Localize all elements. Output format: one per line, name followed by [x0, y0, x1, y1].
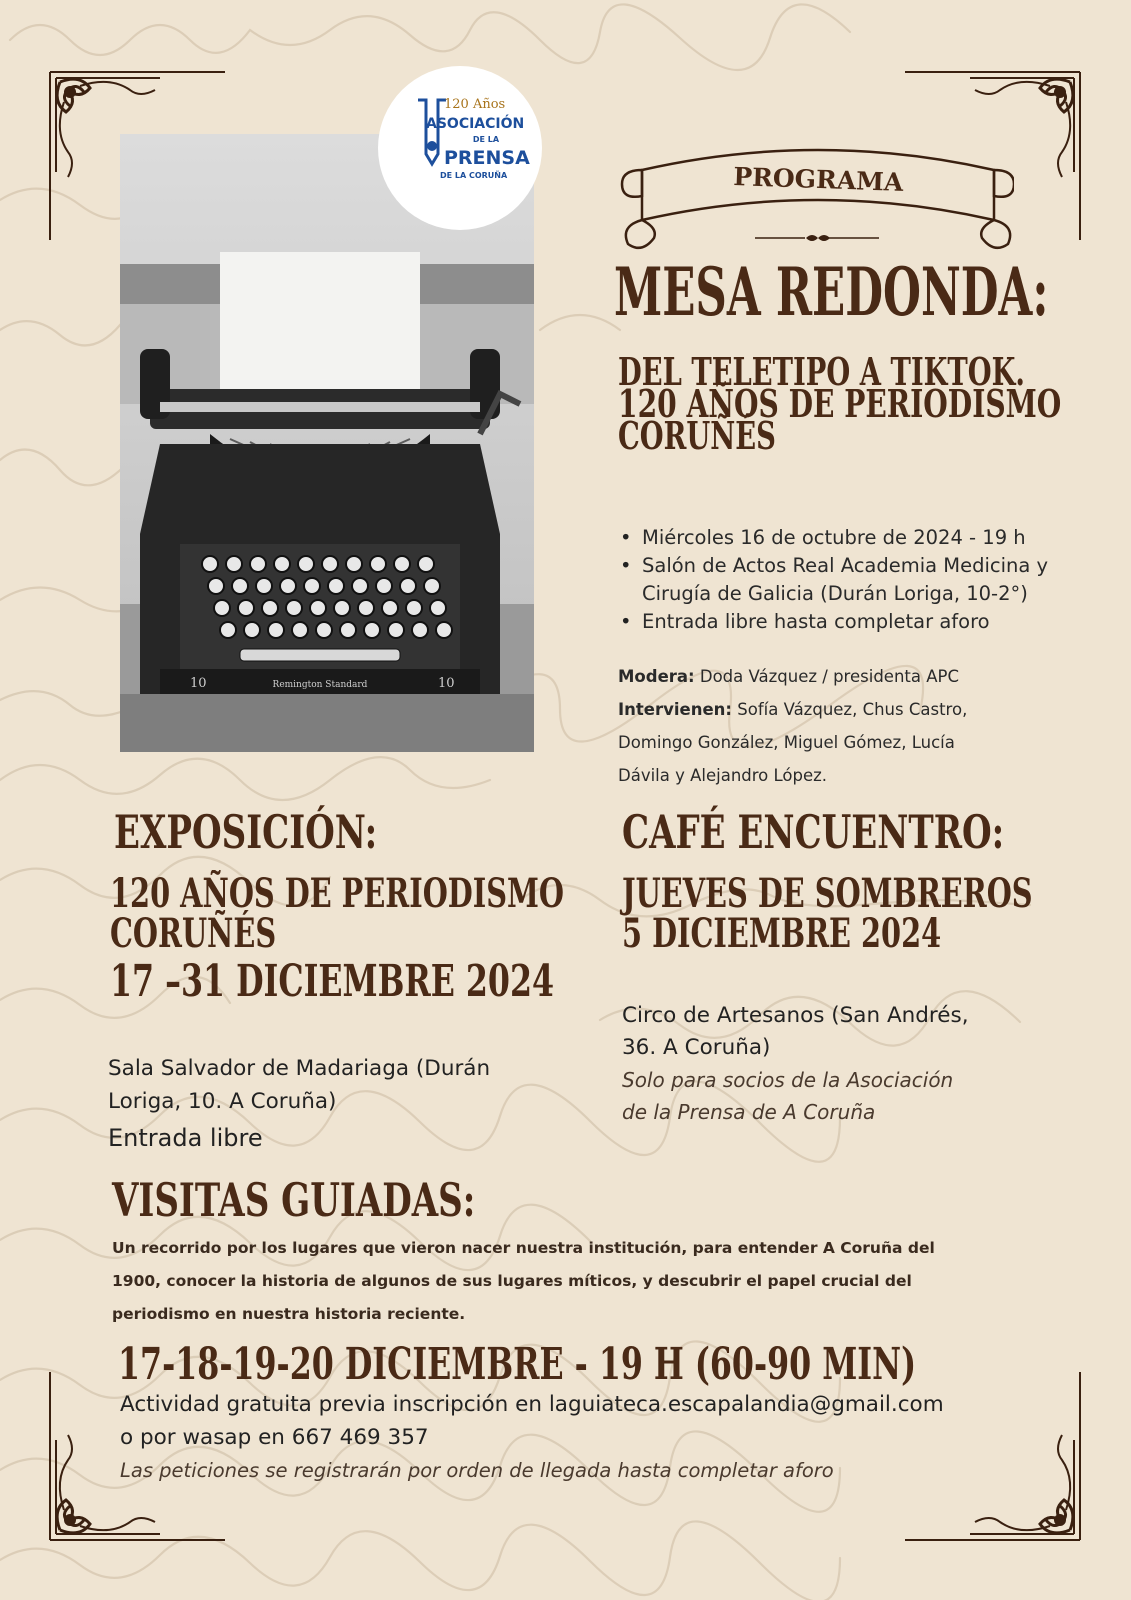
cafe-note-line-2: de la Prensa de A Coruña [622, 1100, 876, 1124]
exposicion-dates: 17 –31 DICIEMBRE 2024 [110, 956, 555, 1007]
cafe-date: 5 DICIEMBRE 2024 [622, 910, 942, 957]
logo-line-2: DE LA [472, 135, 500, 144]
mesa-speakers-line-2: Domingo González, Miguel Gómez, Lucía [618, 733, 955, 752]
mesa-moderator: Modera: Doda Vázquez / presidenta APC [618, 667, 959, 686]
mesa-subtitle-line-1: DEL TELETIPO A TIKTOK. [618, 349, 1025, 394]
mesa-details-list [618, 524, 1088, 636]
visitas-info-line-1: Actividad gratuita previa inscripción en laguiateca.escapalandia@gmail.com [120, 1392, 944, 1417]
visitas-desc-line-2: 1900, conocer la historia de algunos de sus lugares míticos, y descubrir el papel crucial del [112, 1272, 912, 1290]
visitas-desc-line-3: periodismo en nuestra historia reciente. [112, 1305, 466, 1323]
mesa-detail-date: • Miércoles 16 de octubre de 2024 - 19 h [618, 524, 1088, 552]
exposicion-place-line-1: Sala Salvador de Madariaga (Durán [108, 1056, 491, 1081]
photo-brand-label: Remington Standard [272, 680, 368, 690]
cafe-note-line-1: Solo para socios de la Asociación [622, 1068, 954, 1092]
mesa-subtitle-line-2: 120 AÑOS DE PERIODISMO [618, 381, 1062, 426]
mesa-speakers-line-1: Intervienen: Sofía Vázquez, Chus Castro, [618, 700, 968, 719]
logo-line-3: PRENSA [444, 147, 530, 169]
cafe-heading: CAFÉ ENCUENTRO: [622, 805, 1005, 859]
visitas-heading: VISITAS GUIADAS: [112, 1173, 476, 1227]
visitas-dates: 17-18-19-20 DICIEMBRE - 19 H (60-90 MIN) [118, 1339, 917, 1390]
visitas-note: Las peticiones se registrarán por orden de llegada hasta completar aforo [120, 1459, 834, 1482]
exposicion-place-line-2: Loriga, 10. A Coruña) [108, 1089, 337, 1114]
mesa-detail-venue: • Salón de Actos Real Academia Medicina y Cirugía de Galicia (Durán Loriga, 10-2°) [618, 552, 1088, 608]
logo-years: 120 Años [444, 97, 506, 112]
exposicion-title-line-2: CORUÑÉS [110, 910, 277, 957]
fountain-pen-icon [418, 100, 446, 164]
cafe-title-line-1: JUEVES DE SOMBREROS [622, 870, 1033, 917]
mesa-heading: MESA REDONDA: [614, 253, 1049, 331]
mesa-detail-entry: • Entrada libre hasta completar aforo [618, 608, 1088, 636]
mesa-subtitle-line-3: CORUÑÉS [618, 413, 776, 458]
logo-line-4: DE LA CORUÑA [440, 171, 508, 180]
exposicion-heading: EXPOSICIÓN: [114, 805, 378, 859]
photo-number-left: 10 [190, 676, 207, 691]
exposicion-entry: Entrada libre [108, 1124, 263, 1152]
logo-line-1: ASOCIACIÓN [426, 116, 525, 132]
banner-label: PROGRAMA [732, 162, 904, 197]
exposicion-title-line-1: 120 AÑOS DE PERIODISMO [110, 870, 564, 917]
visitas-info-line-2: o por wasap en 667 469 357 [120, 1425, 429, 1450]
cafe-place-line-2: 36. A Coruña) [622, 1035, 771, 1060]
visitas-desc-line-1: Un recorrido por los lugares que vieron nacer nuestra institución, para entender A Coruña del [112, 1239, 935, 1257]
cafe-place-line-1: Circo de Artesanos (San Andrés, [622, 1003, 969, 1028]
mesa-speakers-line-3: Dávila y Alejandro López. [618, 766, 828, 785]
apc-logo [378, 66, 542, 230]
programa-banner [620, 142, 1014, 252]
photo-number-right: 10 [438, 676, 455, 691]
